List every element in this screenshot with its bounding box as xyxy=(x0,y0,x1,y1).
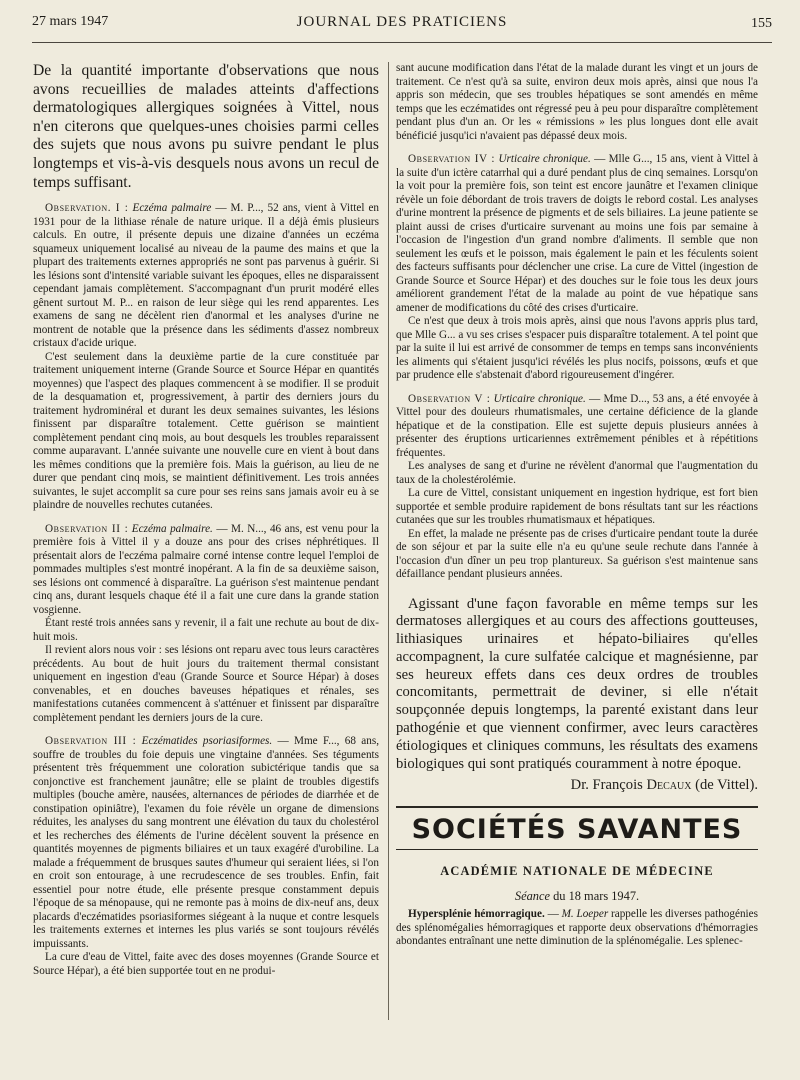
section-title: SOCIÉTÉS SAVANTES xyxy=(411,814,743,846)
header-date: 27 mars 1947 xyxy=(32,14,109,29)
observation-3-continuation: sant aucune modification dans l'état de la malade durant les vingt et un jours de traitement. Ce n'est qu'à sa suite, environ deux mois après, ainsi que nous l'a appris son médecin, que ses troubles hépatiques se sont amendés en même temps que les eczématides ont régressé peu à peu pour disparaître complètement pendant plus d'un an. Or les « rémissions » les plus longues dont elle avait bénéficié jusqu'ici n'avaient pas dépassé deux mois. xyxy=(396,62,758,142)
observation-4-text: — Mlle G..., 15 ans, vient à Vittel à la suite d'un ictère catarrhal qui a duré pendant plus de cinq semaines. Lorsqu'on la voit pour la première fois, son teint est encore jaunâtre et l'examen clinique révèle un foie débordant de trois travers de doigts le rebord costal. Les analyses d'urine montrent la présence de pigments et de sels biliaires. La jeune patiente se plaint aussi de crises d'urticaire survenant au moins une fois par semaine à l'occasion de l'ingestion d'un grand nombre d'aliments. Il semble que non seulement les œufs et le poisson, mais également le pain et les féculents soient des facteurs suffisants pour déclencher une crise. La cure de Vittel (ingestion de Grande Source et Source Hépar) et des douches sur le foie tous les deux jours améliorent grandement l'état de la malade au point de vue hépatique sans amener de modifications du côté des crises d'urticaire. xyxy=(396,153,758,314)
observation-3-lead: Observation III : xyxy=(45,735,137,748)
observation-3-paragraph-2: La cure d'eau de Vittel, faite avec des doses moyennes (Grande Source et Source Hépar), a été bien supportée tout en ne produi- xyxy=(33,951,379,977)
observation-1-lead: Observation. I : xyxy=(45,202,129,215)
observation-3-text: — Mme F..., 68 ans, souffre de troubles du foie depuis une vingtaine d'années. Ses téguments présentent très fréquemment une coloration subictérique tandis que sa conjonctive est franchement jaunâtre; elle se plaint de troubles digestifs multiples (bouche amère, nausées, alternances de périodes de diarrhée et de constipation opiniâtre), l'examen du foie révèle un organe de dimensions réduites, les analyses du sang montrent une élévation du taux du cholestérol et les recherches des éléments de l'urine décèlent souvent la présence en quantités moyennes de pigments biliaires et un taux exagéré d'urobiline. La malade a fréquemment de brusques sautes d'humeur qui seraient liées, si l'on en croit son entourage, à une recrudescence de ses troubles. Enfin, fait essentiel pour notre étude, elle présente presque constamment depuis l'époque de sa ménopause, qui ne remonte pas à moins de dix-neuf ans, deux placards d'eczématides psoriasiformes siégeant à la nuque et contre lesquels les traitements externes et internes les plus variés se sont toujours révélés impuissants. xyxy=(33,735,379,950)
observation-2-paragraph-2: Étant resté trois années sans y revenir, il a fait une rechute au bout de dix-huit mois. xyxy=(33,617,379,643)
observation-5-paragraph-2: Les analyses de sang et d'urine ne révèlent d'anormal que l'augmentation du taux de la cholestérolémie. xyxy=(396,460,758,486)
observation-3-title: Eczématides psoriasiformes. xyxy=(141,735,273,748)
observation-5-paragraph-4: En effet, la malade ne présente pas de crises d'urticaire pendant toute la durée de son séjour et par la suite elle n'a eu qu'une seule rechute dans l'année à l'occasion d'un dîner un peu trop plantureux. Sa guérison s'est maintenue sans défaillance pendant plusieurs années. xyxy=(396,527,758,580)
observation-5-title: Urticaire chronique. xyxy=(493,392,586,405)
hypersplenie-author: M. Loeper xyxy=(561,908,609,921)
observation-2 xyxy=(33,523,379,618)
running-header xyxy=(32,14,772,42)
hypersplenie-text: rappelle les diverses pathogénies des splénomégalies hémorragiques et rapporte deux observations d'hémorragies abondantes entraînant une nette diminution de la splénomégalie. Les splenec- xyxy=(396,908,758,948)
column-divider xyxy=(388,62,389,1020)
observation-4-lead: Observation IV : xyxy=(408,153,496,165)
seance-day: du 18 mars 1947. xyxy=(553,889,640,904)
observation-5-lead: Observation V : xyxy=(408,392,491,405)
observation-5-text: — Mme D..., 53 ans, a été envoyée à Vittel pour des douleurs rhumatismales, une certaine déficience de la glande hépatique et de la constipation. Elle est sujette depuis plusieurs années à présenter des éruptions urticariennes extrêmement pénibles et à répétitions fréquentes. xyxy=(396,392,758,459)
signature-prefix: Dr. François xyxy=(570,777,643,794)
observation-2-text: — M. N..., 46 ans, est venu pour la première fois à Vittel il y a douze ans pour des crises néphrétiques. Il présentait alors de l'eczéma palmaire corné intense contre lequel l'emploi de pommades multiples s'est montré inopérant. A la fin de sa deuxième saison, ses lésions ont commencé à disparaître. La guérison s'est maintenue pendant cinq ans, durant lesquels chaque été il a fait une cure dans la grande station vosgienne. xyxy=(33,522,379,616)
conclusion-paragraph: Agissant d'une façon favorable en même temps sur les dermatoses allergiques et au cours des affections goutteuses, lithiasiques urinaires et hépato-biliaires qu'elles accompagnent, la cure sulfatée calcique et magnésienne, par ses heureux effets dans ces deux ordres de troubles concomitants, permettrait de deviner, si elle n'était soupçonnée depuis longtemps, la parenté existant dans leur pathogénie et que viennent confirmer, avec leurs caractères étiologiques et cliniques communs, les résultats des examens biologiques qui sont pratiqués couramment à notre époque. xyxy=(396,595,758,772)
signature-suffix: (de Vittel). xyxy=(695,777,758,794)
observation-4-paragraph-2: Ce n'est que deux à trois mois après, ainsi que nous l'avons appris plus tard, que Mlle G... a vu ses crises s'espacer puis disparaître totalement. A tel point que par la suite il lui est arrivé de consommer de temps en temps sans inconvénients les aliments qui s'étaient jusqu'ici révélés les plus nocifs, poissons, œufs et que par prudence elle s'abstenait d'abord rigoureusement d'ingérer. xyxy=(396,315,758,381)
observation-4-title: Urticaire chronique. xyxy=(498,153,591,165)
seance-label: Séance xyxy=(514,889,550,904)
observation-1-title: Eczéma palmaire xyxy=(132,202,212,215)
observation-5-paragraph-3: La cure de Vittel, consistant uniquement en ingestion hydrique, est fort bien supportée et semble produire rapidement de bons résultats tant sur les réactions cutanées que sur les troubles rhumatismaux et hépatiques. xyxy=(396,487,758,526)
hypersplenie-title: Hypersplénie hémorragique. xyxy=(408,908,545,921)
observation-4 xyxy=(396,153,758,315)
seance-date xyxy=(396,889,758,904)
observation-1 xyxy=(33,202,379,351)
header-rule xyxy=(32,42,772,43)
page-number: 155 xyxy=(751,16,772,31)
academie-heading: ACADÉMIE NATIONALE DE MÉDECINE xyxy=(440,864,714,879)
right-column xyxy=(396,62,758,1080)
left-column xyxy=(33,62,379,1080)
signature-name: Decaux xyxy=(646,777,692,794)
observation-2-lead: Observation II : xyxy=(45,522,129,535)
observation-5 xyxy=(396,393,758,461)
observation-3 xyxy=(33,735,379,951)
observation-2-paragraph-3: Il revient alors nous voir : ses lésions ont reparu avec tous leurs caractères précédents. Au bout de huit jours du traitement thermal consistant uniquement en ingestion d'eau (Grande Source et Source Hépar) à doses convenables, et en douches baveuses hépatiques et rénales, ses manifestations cutanées commencent à s'atténuer et finissent par disparaître complètement pendant les derniers jours de la cure. xyxy=(33,644,379,724)
observation-1-paragraph-2: C'est seulement dans la deuxième partie de la cure constituée par traitement uniquement interne (Grande Source et Source Hépar en quantités moyennes) que l'aspect des plaques commencent à se modifier. Il se produit de la desquamation et, progressivement, à partir des derniers jours du traitement hydrominéral et durant les deux semaines suivantes, les lésions finissent par disparaître totalement. Cette guérison se maintient complètement pendant cinq mois, au bout desquels les troubles reparaissent comme auparavant. L'année suivante une nouvelle cure en vient à bout dans les mêmes conditions que la première fois. Mais la guérison, au lieu de ne durer que pendant cinq mois, se maintient définitivement. Les trois années suivantes, le sujet accomplit sa cure pour ses reins sans jamais avoir eu à se plaindre de nouvelles rechutes cutanées. xyxy=(33,350,379,512)
intro-paragraph: De la quantité importante d'observations que nous avons recueillies de malades atteints d'affections dermatologiques allergiques soignées à Vittel, nous n'en citerons que quelques-unes choisies parmi celles des sujets que nous avons pu suivre pendant le plus longtemps et vis-à-vis desquels nous avons un recul de temps suffisant. xyxy=(33,62,379,191)
author-signature xyxy=(396,777,758,794)
hypersplenie-paragraph: Hypersplénie hémorragique. — M. Loeper rappelle les diverses pathogénies des splénomégalies hémorragiques et rapporte deux observations d'hémorragies abondantes entraînant une nette diminution de la splénomégalie. Les splenec- xyxy=(396,908,758,948)
observation-1-text: — M. P..., 52 ans, vient à Vittel en 1931 pour de la lithiase rénale de nature urique. Il a déjà émis plusieurs calculs. En outre, il présente depuis une dizaine d'années un eczéma squameux uniquement localisé au niveau de la paume des mains et que la plupart des traitements externes appropriés ne sont pas parvenus à guérir. Si les lésions sont d'intensité variable suivant les époques, elles ne disparaissent cependant jamais complètement. S'accompagnant d'un prurit modéré elles gênent surtout M. P... en raison de leur siège qui les rend apparentes. Les examens de sang ne décèlent rien d'anormal et les analyses d'urine ne montrent de notable que la présence dans les sédiments d'assez nombreux cristaux d'acide urique. xyxy=(33,202,379,350)
societes-savantes-banner xyxy=(396,806,758,850)
observation-2-title: Eczéma palmaire. xyxy=(131,522,213,535)
journal-title: JOURNAL DES PRATICIENS xyxy=(296,14,508,30)
